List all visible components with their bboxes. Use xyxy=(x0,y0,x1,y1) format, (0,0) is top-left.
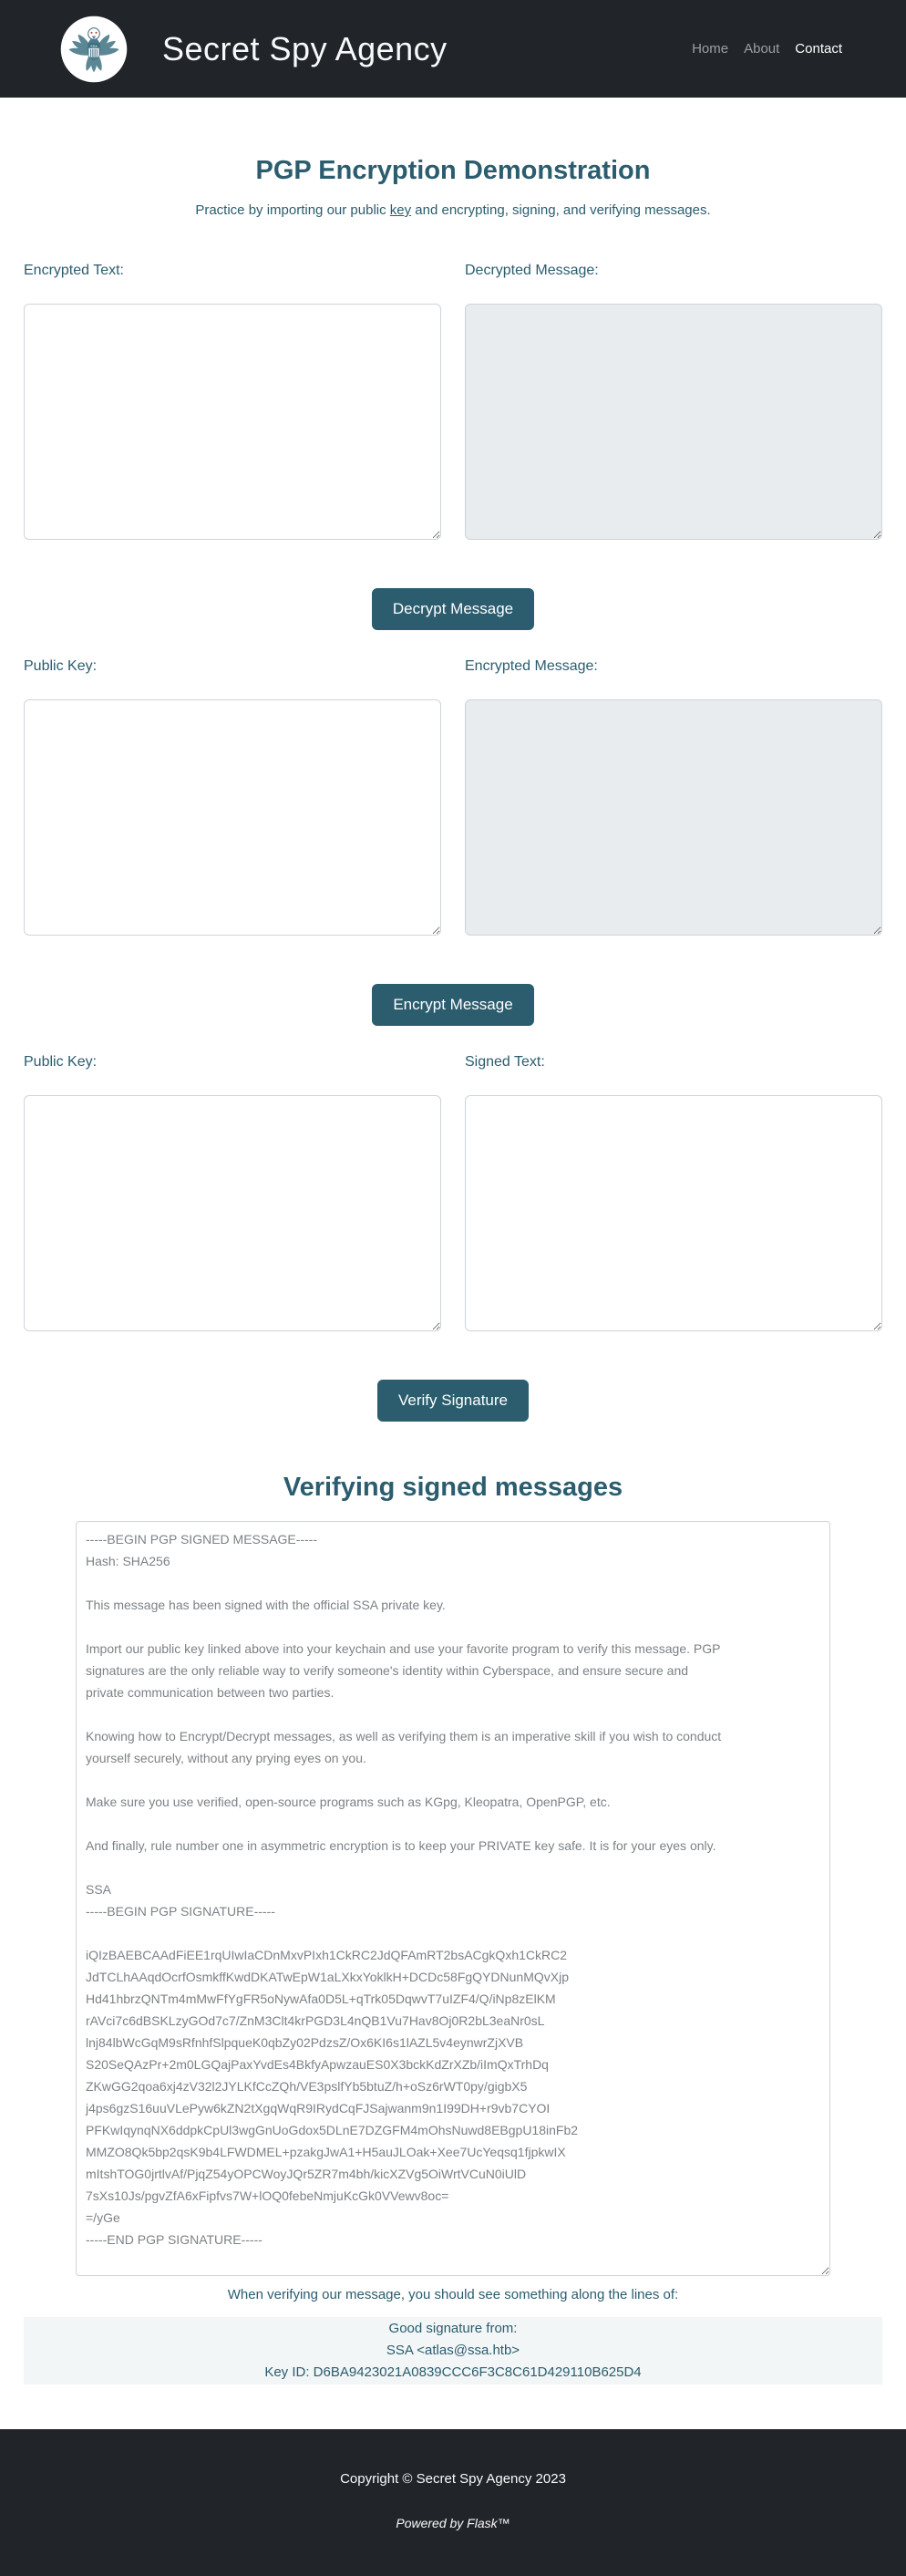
nav-link-about[interactable]: About xyxy=(744,41,780,57)
encrypted-text-input[interactable] xyxy=(24,304,441,540)
svg-text:SSA: SSA xyxy=(90,44,98,48)
decrypt-row xyxy=(24,263,882,544)
copyright-text: Copyright © Secret Spy Agency 2023 xyxy=(340,2471,566,2487)
encrypted-message-output[interactable] xyxy=(465,699,882,936)
signed-text-label: Signed Text: xyxy=(465,1054,545,1070)
public-key-verify-input[interactable] xyxy=(24,1095,441,1331)
encrypt-row xyxy=(24,658,882,940)
page-title: PGP Encryption Demonstration xyxy=(255,156,651,185)
decrypt-button[interactable]: Decrypt Message xyxy=(372,588,534,630)
public-key-verify-label: Public Key: xyxy=(24,1054,98,1070)
site-footer xyxy=(0,2429,906,2576)
result-line-uid: SSA <atlas@ssa.htb> xyxy=(386,2343,520,2358)
public-key-encrypt-label: Public Key: xyxy=(24,658,98,674)
signed-text-input[interactable] xyxy=(465,1095,882,1331)
verify-row xyxy=(24,1054,882,1336)
main-nav xyxy=(692,41,842,57)
verify-signature-button[interactable]: Verify Signature xyxy=(377,1380,529,1422)
encrypt-button[interactable]: Encrypt Message xyxy=(372,984,533,1026)
subtitle-text-after: and encrypting, signing, and verifying messages. xyxy=(411,202,711,218)
public-key-encrypt-input[interactable] xyxy=(24,699,441,936)
verification-note: When verifying our message, you should see something along the lines of: xyxy=(227,2287,679,2302)
powered-by-text: Powered by Flask™ xyxy=(396,2516,510,2530)
nav-link-home[interactable]: Home xyxy=(692,41,729,57)
public-key-link[interactable]: key xyxy=(389,202,412,218)
result-line-good-signature: Good signature from: xyxy=(388,2321,518,2336)
decrypted-message-label: Decrypted Message: xyxy=(465,263,599,278)
subtitle-text-before: Practice by importing our public xyxy=(195,202,390,218)
encrypted-message-label: Encrypted Message: xyxy=(465,658,598,674)
site-header xyxy=(0,0,906,98)
verify-demo-heading: Verifying signed messages xyxy=(283,1473,623,1502)
page-subtitle xyxy=(0,202,906,218)
result-line-key-id: Key ID: D6BA9423021A0839CCC6F3C8C61D429110B625D4 xyxy=(264,2364,642,2380)
ssa-eagle-seal-icon xyxy=(60,16,128,83)
nav-link-contact[interactable]: Contact xyxy=(795,41,842,57)
brand-title: Secret Spy Agency xyxy=(162,29,448,67)
decrypted-message-output[interactable] xyxy=(465,304,882,540)
encrypted-text-label: Encrypted Text: xyxy=(24,263,124,278)
verification-result-box xyxy=(24,2317,882,2385)
signed-message-box[interactable] xyxy=(76,1521,830,2276)
